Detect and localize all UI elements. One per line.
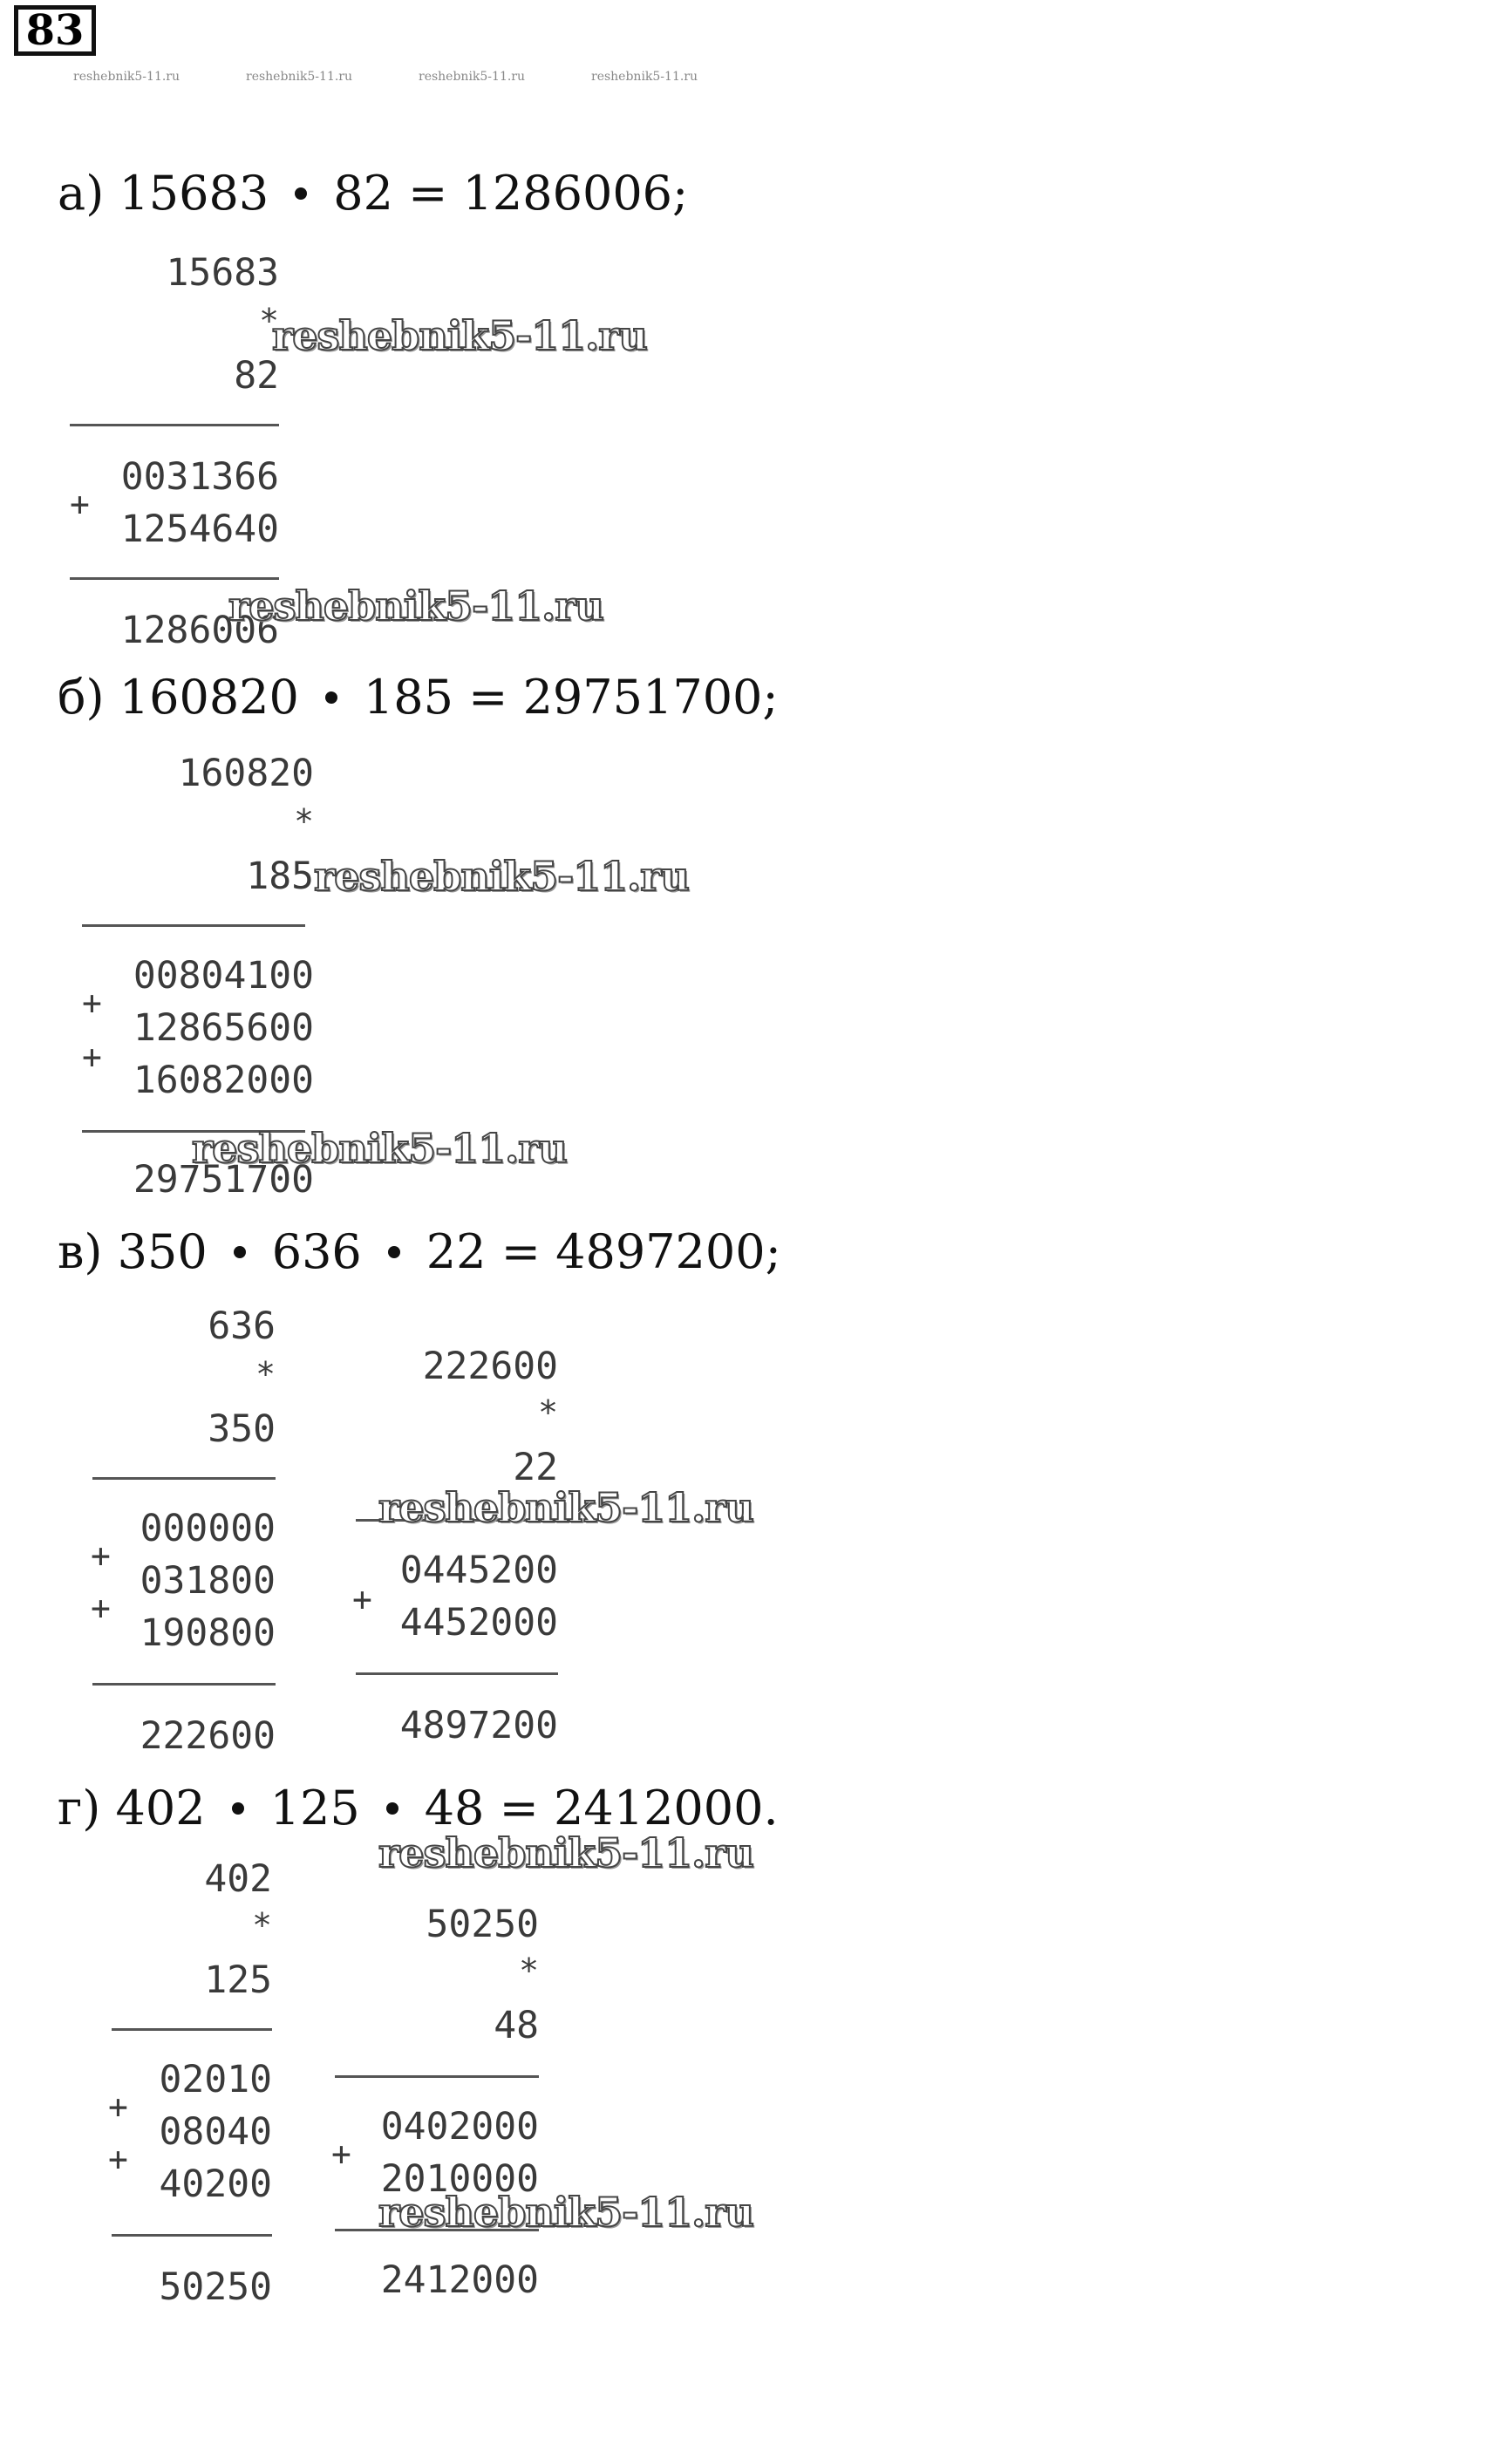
partial-product: 40200	[159, 2162, 272, 2206]
partial-product: 2010000	[380, 2157, 539, 2201]
column-multiplication-v-1	[87, 1297, 276, 1768]
tiny-watermark: reshebnik5-11.ru	[591, 70, 698, 84]
task-number-box: 83	[14, 5, 96, 56]
item-label: б)	[58, 670, 105, 725]
partial-product: 00804100	[133, 954, 314, 998]
column-multiplication-v-2	[349, 1338, 558, 1765]
multiplier: 350	[208, 1407, 276, 1451]
plus-sign: +	[91, 1536, 111, 1575]
partial-product: 031800	[140, 1559, 276, 1603]
product: 2412000	[380, 2258, 539, 2302]
multiply-dot-icon	[386, 1802, 398, 1815]
multiplier: 48	[494, 2004, 539, 2047]
divider-line	[356, 1672, 558, 1675]
multiply-dot-icon	[232, 1802, 244, 1815]
item-label: г)	[58, 1781, 101, 1835]
partial-product: 12865600	[133, 1006, 314, 1050]
multiplicand: 50250	[426, 1903, 539, 1946]
partial-product: 4452000	[399, 1601, 558, 1645]
multiply-sign: *	[538, 1393, 558, 1432]
plus-sign: +	[82, 1038, 102, 1076]
plus-sign: +	[108, 2087, 128, 2126]
multiply-dot-icon	[295, 187, 307, 200]
column-multiplication-g-1	[106, 1849, 272, 2319]
tiny-watermark: reshebnik5-11.ru	[73, 70, 180, 84]
multiply-sign: *	[294, 802, 314, 841]
partial-product: 1254640	[120, 507, 279, 551]
multiplier: 22	[513, 1446, 558, 1489]
partial-product: 0445200	[399, 1549, 558, 1592]
item-label: а)	[58, 166, 105, 221]
equation-b: б) 160820 185 = 29751700;	[58, 670, 779, 725]
product: 222600	[140, 1714, 276, 1758]
partial-product: 02010	[159, 2058, 272, 2101]
multiplicand: 160820	[178, 752, 314, 795]
equation-v: в) 350 636 22 = 4897200;	[58, 1224, 781, 1279]
divider-line	[335, 2075, 539, 2078]
partial-product: 08040	[159, 2110, 272, 2154]
multiply-dot-icon	[325, 691, 337, 704]
plus-sign: +	[108, 2140, 128, 2178]
multiplicand: 402	[204, 1857, 272, 1901]
multiply-sign: *	[252, 1906, 272, 1944]
watermark: reshebnik5-11.ru	[378, 2189, 753, 2236]
product: 4897200	[399, 1704, 558, 1747]
watermark: reshebnik5-11.ru	[378, 1484, 753, 1531]
equation-g: г) 402 125 48 = 2412000.	[58, 1781, 779, 1835]
multiply-sign: *	[255, 1355, 276, 1393]
partial-product: 0402000	[380, 2105, 539, 2149]
multiplicand: 636	[208, 1304, 276, 1348]
item-label: в)	[58, 1224, 103, 1279]
multiplicand: 15683	[166, 251, 279, 295]
partial-product: 190800	[140, 1611, 276, 1655]
partial-product: 0031366	[120, 455, 279, 499]
plus-sign: +	[331, 2135, 351, 2173]
watermark: reshebnik5-11.ru	[314, 853, 689, 900]
product: 29751700	[133, 1158, 314, 1202]
multiplier: 125	[204, 1958, 272, 2002]
multiply-sign: *	[259, 302, 279, 340]
multiply-dot-icon	[388, 1246, 400, 1258]
column-multiplication-g-2	[330, 1892, 539, 2311]
watermark: reshebnik5-11.ru	[228, 582, 603, 630]
divider-line	[112, 2028, 272, 2031]
multiply-dot-icon	[234, 1246, 246, 1258]
divider-line	[82, 924, 305, 927]
partial-product: 16082000	[133, 1059, 314, 1102]
multiplier: 185	[246, 855, 314, 898]
divider-line	[70, 577, 279, 580]
plus-sign: +	[70, 485, 90, 523]
divider-line	[112, 2234, 272, 2237]
divider-line	[92, 1683, 276, 1686]
plus-sign: +	[82, 984, 102, 1022]
multiplier: 82	[234, 354, 279, 398]
divider-line	[92, 1477, 276, 1480]
product: 1286006	[120, 609, 279, 652]
plus-sign: +	[352, 1580, 372, 1618]
watermark: reshebnik5-11.ru	[192, 1125, 567, 1172]
product: 50250	[159, 2265, 272, 2309]
watermark: reshebnik5-11.ru	[378, 1829, 753, 1876]
tiny-watermark: reshebnik5-11.ru	[246, 70, 353, 84]
equation-a: а) 15683 82 = 1286006;	[58, 166, 689, 221]
multiply-sign: *	[519, 1951, 539, 1990]
watermark: reshebnik5-11.ru	[272, 312, 647, 359]
partial-product: 000000	[140, 1507, 276, 1550]
plus-sign: +	[91, 1589, 111, 1627]
multiplicand: 222600	[422, 1345, 558, 1388]
divider-line	[70, 424, 279, 426]
tiny-watermark: reshebnik5-11.ru	[419, 70, 526, 84]
